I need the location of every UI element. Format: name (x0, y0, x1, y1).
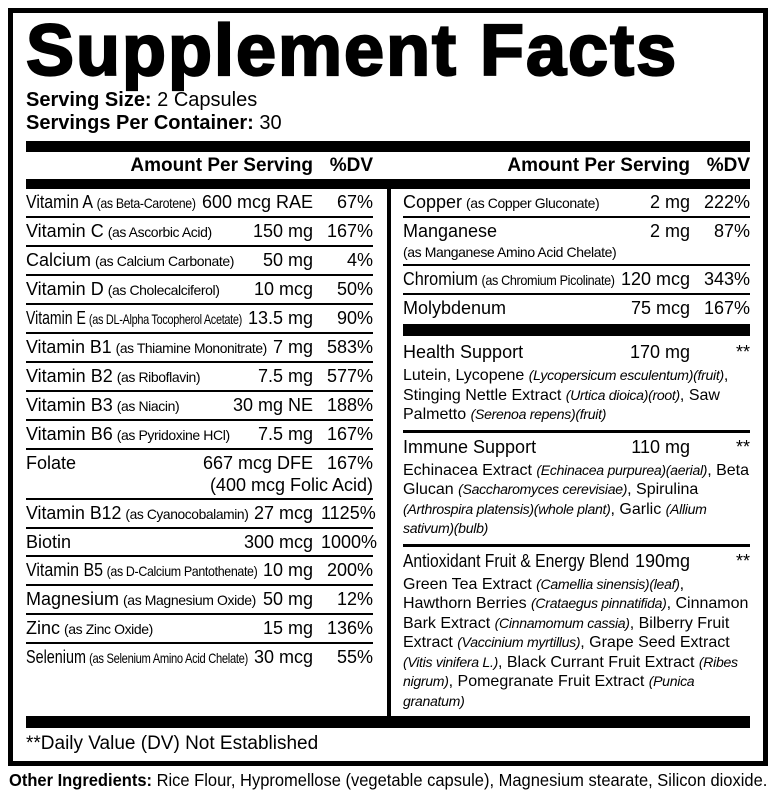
table-row-vitamin-a (26, 189, 373, 218)
nutrient-dv: 343% (703, 269, 750, 289)
nutrient-amount: 667 mcg DFE (202, 453, 313, 473)
other-ingredients-label: Other Ingredients: (9, 770, 153, 790)
nutrient-amount: 600 mcg RAE (201, 192, 313, 212)
ingredient-name: , Cinnamon Bark Extract (403, 595, 749, 632)
latin-name: (Ribes nigrum) (403, 653, 738, 689)
column-headers (26, 152, 750, 179)
ingredient-name: , Bilberry Fruit Extract (403, 614, 730, 651)
nutrient-amount: 2 mg (649, 192, 690, 212)
divider-bar-top (26, 141, 750, 152)
nutrient-amount: 27 mcg (253, 503, 313, 523)
table-row-vitamin-b3 (26, 392, 373, 421)
blend-dv: ** (735, 342, 750, 362)
nutrient-dv: 55% (336, 647, 373, 667)
nutrient-source: (as Selenium Amino Acid Chelate) (89, 650, 248, 666)
nutrient-name: Vitamin B1 (26, 337, 112, 357)
servings-per-container-label: Servings Per Container: (26, 112, 254, 134)
left-column (26, 189, 387, 716)
table-row-vitamin-d (26, 276, 373, 305)
nutrient-name: Vitamin B2 (26, 366, 113, 386)
nutrient-amount: 300 mcg (243, 532, 313, 552)
blend-health-support (403, 338, 750, 433)
nutrient-source: (as Pyridoxine HCl) (116, 427, 230, 443)
blend-dv: ** (735, 436, 750, 457)
serving-size-value: 2 Capsules (157, 89, 258, 111)
nutrient-name: Biotin (26, 532, 72, 552)
nutrient-dv: 200% (326, 560, 373, 580)
nutrient-amount: 10 mg (262, 560, 313, 580)
nutrient-dv: 136% (326, 618, 373, 638)
blend-name: Immune Support (403, 436, 537, 457)
table-row-magnesium (26, 586, 373, 615)
nutrient-dv: 167% (703, 298, 750, 318)
nutrient-dv: 167% (326, 453, 373, 473)
nutrient-dv: 87% (713, 221, 750, 241)
nutrient-amount: 7.5 mg (257, 424, 313, 444)
blend-amount: 170 mg (629, 342, 690, 362)
nutrient-dv: 167% (326, 221, 373, 241)
nutrient-amount-secondary: (400 mcg Folic Acid) (209, 475, 373, 495)
nutrient-name: Manganese (403, 221, 498, 241)
nutrient-name: Vitamin E (26, 308, 86, 328)
nutrient-source: (as Cholecalciferol) (107, 282, 220, 298)
supplement-facts-panel (8, 8, 768, 766)
nutrient-source: (as Beta-Carotene) (96, 195, 196, 211)
blend-amount: 110 mg (631, 436, 690, 457)
table-row-vitamin-b2 (26, 363, 373, 392)
nutrient-source: (as Calcium Carbonate) (95, 253, 235, 269)
ingredient-name: , Beta Glucan (403, 461, 750, 498)
nutrient-source: (as Niacin) (116, 398, 180, 414)
nutrient-amount: 50 mg (262, 250, 313, 270)
nutrient-name: Calcium (26, 250, 92, 270)
table-row-biotin (26, 529, 378, 557)
daily-value-footnote: **Daily Value (DV) Not Established (26, 733, 319, 754)
ingredient-name: , Hawthorn Berries (403, 575, 685, 612)
nutrient-dv: 188% (326, 395, 373, 415)
ingredient-name: , Saw Palmetto (403, 386, 720, 423)
nutrient-amount: 10 mcg (253, 279, 313, 299)
table-row-zinc (26, 615, 373, 644)
nutrient-amount: 30 mg NE (232, 395, 313, 415)
blend-ingredients (403, 366, 750, 430)
nutrient-dv: 67% (336, 192, 373, 212)
ingredient-name: , Stinging Nettle Extract (403, 367, 729, 404)
latin-name: (Punica granatum) (403, 673, 695, 709)
nutrient-source: (as Ascorbic Acid) (107, 224, 212, 240)
ingredient-name: , Grape Seed Extract (580, 634, 730, 651)
nutrient-dv: 90% (336, 308, 373, 328)
nutrient-name: Magnesium (26, 589, 120, 609)
latin-name: (Camellia sinensis)(leaf) (536, 575, 680, 592)
nutrient-name: Vitamin A (26, 192, 94, 212)
serving-size-line (26, 89, 750, 112)
latin-name: (Vitis vinifera L.) (403, 653, 498, 670)
nutrient-dv: 12% (336, 589, 373, 609)
table-row-vitamin-e (26, 305, 373, 334)
nutrient-name: Chromium (403, 269, 478, 289)
nutrient-name: Vitamin C (26, 221, 104, 241)
table-row-vitamin-b1 (26, 334, 373, 363)
left-column-header (26, 152, 387, 179)
ingredient-name: Echinacea Extract (403, 461, 537, 479)
blend-name: Health Support (403, 342, 524, 362)
ingredient-name: , Pomegranate Fruit Extract (448, 673, 649, 690)
amount-per-serving-header: Amount Per Serving (507, 155, 690, 176)
nutrient-amount: 50 mg (262, 589, 313, 609)
nutrient-amount: 30 mcg (253, 647, 313, 667)
dv-header: %DV (329, 155, 373, 176)
divider-bar-header (26, 179, 750, 189)
amount-per-serving-header: Amount Per Serving (130, 155, 313, 176)
nutrient-source: (as Thiamine Mononitrate) (115, 340, 267, 356)
nutrient-source: (as Cyanocobalamin) (125, 506, 249, 522)
nutrient-dv: 1000% (321, 532, 378, 552)
latin-name: (Arthrospira platensis)(whole plant) (403, 500, 611, 517)
nutrient-name: Vitamin B12 (26, 503, 122, 523)
nutrient-amount: 120 mcg (620, 269, 690, 289)
nutrient-dv: 583% (326, 337, 373, 357)
divider-bar-right-column (403, 324, 750, 336)
blend-ingredients (403, 575, 750, 717)
latin-name: (Saccharomyces cerevisiae) (458, 481, 628, 497)
nutrient-source: (as Zinc Oxide) (64, 621, 153, 637)
nutrient-name: Copper (403, 192, 463, 212)
nutrient-source: (as DL-Alpha Tocopherol Acetate) (88, 311, 242, 327)
latin-name: (Vaccinium myrtillus) (457, 634, 581, 650)
table-row-selenium (26, 644, 373, 671)
nutrient-name: Vitamin B3 (26, 395, 113, 415)
blend-antioxidant-fruit-energy (403, 547, 750, 717)
nutrient-source: (as Riboflavin) (116, 369, 201, 385)
other-ingredients-text: Rice Flour, Hypromellose (vegetable capsule), Magnesium stearate, Silicon dioxide. (152, 770, 768, 790)
ingredient-name: Lutein, Lycopene (403, 367, 529, 384)
nutrient-name: Zinc (26, 618, 61, 638)
nutrient-source: (as Manganese Amino Acid Chelate) (403, 244, 617, 260)
right-column (387, 189, 750, 716)
latin-name: (Allium sativum)(bulb) (403, 500, 707, 536)
nutrient-name: Vitamin B6 (26, 424, 113, 444)
nutrient-amount: 2 mg (649, 221, 690, 241)
table-row-manganese (403, 218, 750, 266)
nutrient-amount: 7.5 mg (257, 366, 313, 386)
nutrient-source: (as Chromium Picolinate) (481, 272, 615, 288)
other-ingredients-line (9, 770, 768, 790)
table-row-chromium (403, 266, 750, 295)
blend-name: Antioxidant Fruit & Energy Blend (403, 550, 630, 571)
nutrient-name: Selenium (26, 647, 86, 667)
nutrient-columns (26, 189, 750, 716)
latin-name: (Echinacea purpurea)(aerial) (536, 461, 708, 478)
nutrient-amount: 150 mg (252, 221, 313, 241)
servings-per-container-line (26, 112, 750, 135)
nutrient-amount: 15 mg (262, 618, 313, 638)
latin-name: (Crataegus pinnatifida) (531, 595, 667, 611)
table-row-vitamin-b5 (26, 557, 373, 586)
nutrient-dv: 577% (326, 366, 373, 386)
latin-name: (Cinnamomum cassia) (494, 614, 630, 631)
nutrient-amount: 13.5 mg (247, 308, 313, 328)
blend-immune-support (403, 433, 750, 547)
right-column-header (387, 152, 750, 179)
latin-name: (Serenoa repens)(fruit) (470, 406, 607, 422)
latin-name: (Lycopersicum esculentum)(fruit) (528, 367, 724, 383)
blend-amount: 190mg (634, 550, 690, 571)
divider-bar-bottom (26, 716, 750, 728)
table-row-vitamin-b12 (26, 500, 376, 529)
blend-ingredients (403, 461, 750, 544)
nutrient-name: Molybdenum (403, 298, 507, 318)
ingredient-name: , Garlic (610, 500, 666, 518)
table-row-calcium (26, 247, 373, 276)
latin-name: (Urtica dioica)(root) (565, 386, 680, 403)
nutrient-amount: 75 mcg (630, 298, 690, 318)
ingredient-name: , Spirulina (627, 481, 699, 498)
nutrient-dv: 222% (703, 192, 750, 212)
nutrient-source: (as Magnesium Oxide) (123, 592, 256, 608)
table-row-copper (403, 189, 750, 218)
servings-per-container-value: 30 (259, 112, 282, 134)
nutrient-name: Folate (26, 453, 77, 473)
nutrient-name: Vitamin B5 (26, 560, 104, 580)
table-row-vitamin-c (26, 218, 373, 247)
blend-dv: ** (735, 550, 750, 571)
nutrient-dv: 167% (326, 424, 373, 444)
table-row-folate (26, 450, 373, 500)
panel-title: Supplement Facts (26, 11, 679, 91)
table-row-vitamin-b6 (26, 421, 373, 450)
nutrient-source: (as Copper Gluconate) (466, 195, 600, 211)
nutrient-dv: 4% (346, 250, 373, 270)
nutrient-dv: 1125% (321, 503, 376, 523)
ingredient-name: Green Tea Extract (403, 575, 537, 593)
dv-header: %DV (706, 155, 750, 176)
nutrient-name: Vitamin D (26, 279, 104, 299)
table-row-molybdenum (403, 295, 750, 321)
serving-size-label: Serving Size: (26, 89, 152, 111)
ingredient-name: , Black Currant Fruit Extract (497, 653, 699, 671)
nutrient-amount: 7 mg (272, 337, 313, 357)
nutrient-dv: 50% (336, 279, 373, 299)
nutrient-source: (as D-Calcium Pantothenate) (106, 563, 258, 579)
